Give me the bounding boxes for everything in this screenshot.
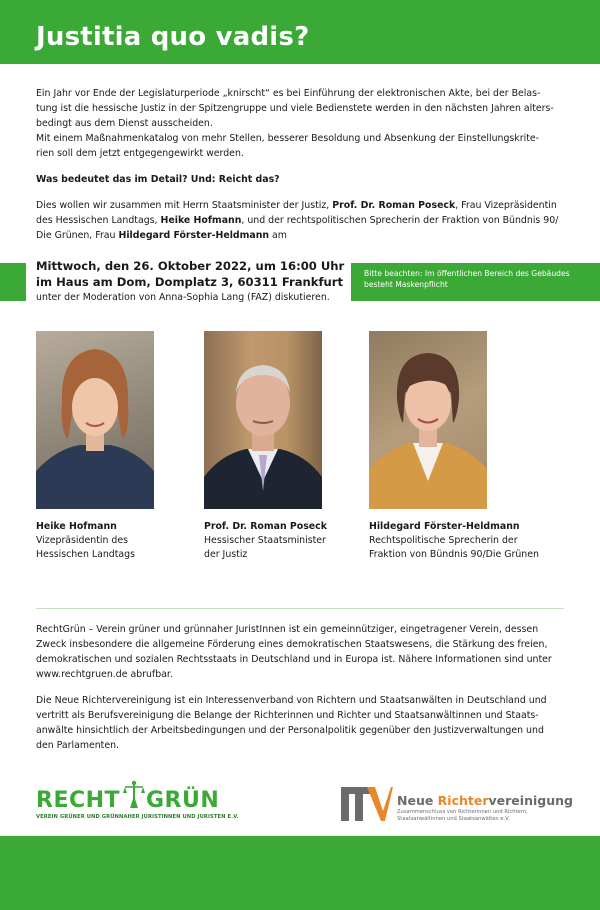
mask-notice: Bitte beachten: Im öffentlichen Bereich des Gebäudes besteht Maskenpflicht: [351, 263, 600, 301]
photo-heike-hofmann: [36, 331, 154, 509]
about-nrv: Die Neue Richtervereinigung ist ein Interessenverband von Richtern und Staatsanwälten in Deutschland und vertritt als Berufsvereinigung die Belange der Richterinnen und Richter und Staatsanwältinnen und Staats- anwälte hinsichtlich der Arbeitsbedingungen und der Personalpolitik gegenüber den Justizverwaltungen und den Parlamenten.: [36, 695, 547, 751]
about-rechtgruen: RechtGrün – Verein grüner und grünnaher JuristInnen ist ein gemeinnütziger, eingetragener Verein, dessen Zweck insbesondere die allgemeine Förderung eines demokratischen Staatswesens, die Stärkung des freien, demokratischen und sozialen Rechtsstaats in Deutschland und in Europa ist. Nähere Informationen sind unter www.rechtgruen.de abrufbar.: [36, 624, 552, 680]
rechtgruen-logo-word-2: GRÜN: [146, 788, 220, 813]
footer-band: [0, 836, 600, 910]
speaker-name-hofmann: Heike Hofmann: [160, 215, 242, 226]
event-moderation: unter der Moderation von Anna-Sophia Lang (FAZ) diskutieren.: [36, 292, 330, 303]
key-question: Was bedeutet das im Detail? Und: Reicht das?: [36, 174, 280, 185]
intro-text: [36, 86, 568, 243]
rechtgruen-logo: [36, 776, 239, 820]
page-title: Justitia quo vadis?: [36, 22, 310, 52]
nrv-logo: [341, 787, 581, 827]
speaker-card-poseck: Prof. Dr. Roman Poseck Hessischer Staatsminister der Justiz: [204, 521, 327, 560]
nrv-logo-subtitle: Zusammenschluss von Richterinnen und Richtern, Staatsanwältinnen und Staatsanwälten e.V.: [397, 809, 528, 822]
invitation-paragraph: Dies wollen wir zusammen mit Herrn Staatsminister der Justiz, Prof. Dr. Roman Poseck, Frau Vizepräsidentin des Hessischen Landtags, Heike Hofmann, und der rechtspolitischen Sprecherin der Fraktion von Bündnis 90/ Die Grünen, Frau Hildegard Förster-Heldmann am: [36, 200, 559, 241]
photo-hildegard-foerster-heldmann: [369, 331, 487, 509]
intro-paragraph-1: Ein Jahr vor Ende der Legislaturperiode „knirscht“ es bei Einführung der elektronischen Akte, bei der Belas- tung ist die hessische Justiz in der Spitzengruppe und viele Bedienstete werden in den nächsten Jahren alters- bedingt aus dem Dienst ausscheiden. Mit einem Maßnahmenkatalog von mehr Stellen, besserer Besoldung und Absenkung der Einstellungskrite- rien soll dem jetzt entgegengewirkt werden.: [36, 88, 554, 159]
speaker-card-foerster-heldmann: Hildegard Förster-Heldmann Rechtspolitische Sprecherin der Fraktion von Bündnis 90/Die Grünen: [369, 521, 539, 560]
event-details: [36, 258, 366, 305]
speaker-name-foerster-heldmann: Hildegard Förster-Heldmann: [118, 230, 270, 241]
rechtgruen-logo-word-1: RECHT: [36, 788, 121, 813]
about-section: [36, 622, 568, 753]
photo-roman-poseck: [204, 331, 322, 509]
rechtgruen-logo-subtitle: VEREIN GRÜNER UND GRÜNNAHER JURISTINNEN UND JURISTEN E.V.: [36, 814, 239, 820]
event-location: im Haus am Dom, Domplatz 3, 60311 Frankfurt: [36, 275, 344, 289]
accent-bar: [0, 263, 26, 301]
speaker-name-poseck: Prof. Dr. Roman Poseck: [332, 200, 456, 211]
justitia-icon: [122, 780, 146, 810]
nrv-logo-mark-icon: [341, 787, 393, 821]
event-date: Mittwoch, den 26. Oktober 2022, um 16:00 Uhr: [36, 259, 345, 273]
header-banner: [0, 0, 600, 64]
speaker-card-hofmann: Heike Hofmann Vizepräsidentin des Hessischen Landtags: [36, 521, 135, 560]
divider: [36, 608, 564, 609]
nrv-logo-title: Neue Richtervereinigung: [397, 793, 573, 808]
